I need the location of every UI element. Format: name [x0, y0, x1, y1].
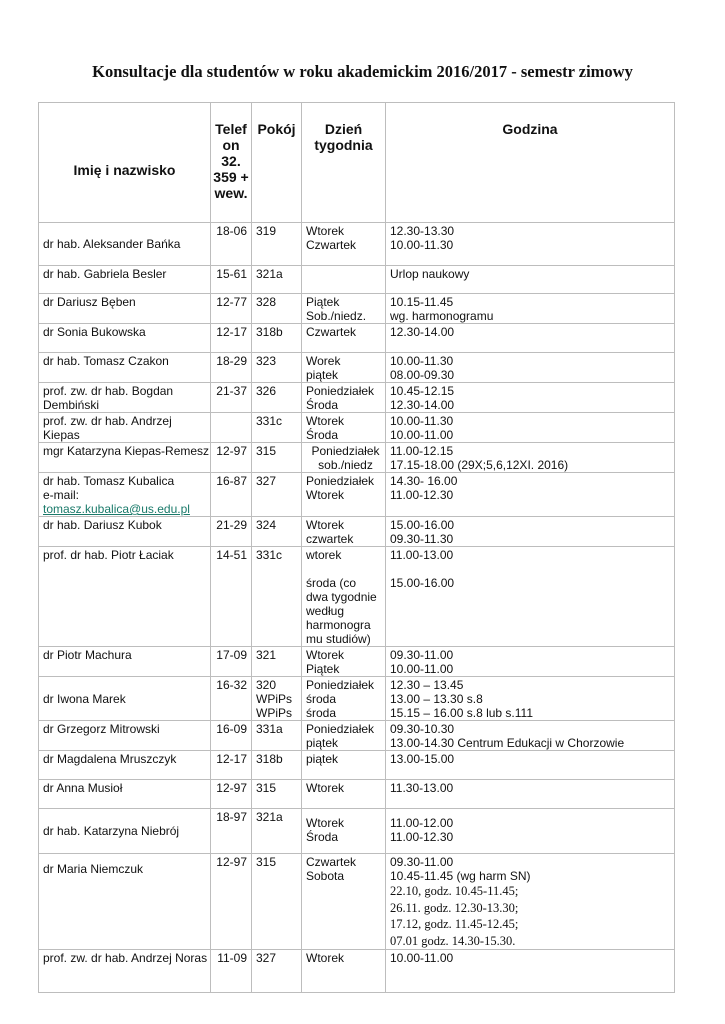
- table-row: [39, 517, 675, 547]
- cell-name: dr Anna Musioł: [39, 780, 211, 809]
- hour-line: 09.30-11.30: [390, 532, 454, 546]
- table-row: [39, 950, 675, 993]
- cell-hours: [386, 473, 675, 517]
- cell-room: 315: [252, 854, 302, 950]
- cell-name: mgr Katarzyna Kiepas-Remesz: [39, 443, 211, 473]
- hour-line: 09.30-11.00: [390, 648, 454, 662]
- header-name: Imię i nazwisko: [39, 103, 211, 223]
- table-row: [39, 266, 675, 294]
- cell-phone: 12-97: [211, 854, 252, 950]
- cell-name: prof. zw. dr hab. Andrzej Noras: [39, 950, 211, 993]
- day-line: Czwartek: [306, 238, 357, 252]
- table-row: [39, 751, 675, 780]
- table-row: [39, 647, 675, 677]
- cell-hours: [386, 751, 675, 780]
- hour-line: wg. harmonogramu: [390, 309, 494, 323]
- cell-room: 324: [252, 517, 302, 547]
- cell-phone: 12-97: [211, 780, 252, 809]
- hour-line: 13.00-15.00: [390, 752, 455, 766]
- day-line: Sobota: [306, 869, 345, 883]
- cell-phone: 18-06: [211, 223, 252, 266]
- day-line: Wtorek: [306, 488, 345, 502]
- cell-day: [302, 383, 386, 413]
- cell-room: 315: [252, 443, 302, 473]
- day-line: sob./niedz: [318, 458, 373, 472]
- day-line: Worek: [306, 354, 341, 368]
- consultation-table: [38, 102, 675, 993]
- cell-hours: [386, 353, 675, 383]
- cell-day: [302, 294, 386, 324]
- cell-day: [302, 517, 386, 547]
- hour-line: 12.30-13.30: [390, 224, 455, 238]
- hour-line: 09.30-10.30: [390, 722, 455, 736]
- cell-room: 327: [252, 950, 302, 993]
- day-line: Wtorek: [306, 781, 345, 795]
- table-row: [39, 547, 675, 647]
- table-row: [39, 721, 675, 751]
- hour-line: 15.00-16.00: [390, 518, 455, 532]
- cell-name: prof. dr hab. Piotr Łaciak: [39, 547, 211, 647]
- cell-hours: [386, 677, 675, 721]
- email-link[interactable]: tomasz.kubalica@us.edu.pl: [43, 502, 190, 516]
- cell-name: dr hab. Aleksander Bańka: [39, 223, 211, 266]
- cell-room: 328: [252, 294, 302, 324]
- hour-line: 26.11. godz. 12.30-13.30;: [390, 900, 519, 915]
- cell-hours: [386, 950, 675, 993]
- hour-line: Urlop naukowy: [390, 267, 470, 281]
- hour-line: 14.30- 16.00: [390, 474, 458, 488]
- hour-line: 10.00-11.00: [390, 662, 454, 676]
- day-line: Poniedziałek: [306, 722, 375, 736]
- table-row: [39, 473, 675, 517]
- cell-hours: [386, 413, 675, 443]
- hour-line: 08.00-09.30: [390, 368, 455, 382]
- table-row: [39, 780, 675, 809]
- room-line: WPiPs: [256, 706, 292, 720]
- cell-day: [302, 950, 386, 993]
- day-line: Piątek: [306, 662, 340, 676]
- cell-room: 321a: [252, 266, 302, 294]
- day-line: Wtorek: [306, 951, 345, 965]
- table-row: [39, 413, 675, 443]
- cell-day: [302, 547, 386, 647]
- day-line: piątek: [306, 736, 339, 750]
- hour-line: 12.30-14.00: [390, 398, 455, 412]
- cell-phone: 12-17: [211, 751, 252, 780]
- cell-room: 327: [252, 473, 302, 517]
- cell-name: dr Magdalena Mruszczyk: [39, 751, 211, 780]
- cell-hours: [386, 780, 675, 809]
- cell-room: 315: [252, 780, 302, 809]
- cell-day: [302, 223, 386, 266]
- cell-phone: 21-37: [211, 383, 252, 413]
- hour-line: 12.30 – 13.45: [390, 678, 464, 692]
- day-line: wtorek: [306, 548, 342, 562]
- day-line: piątek: [306, 752, 339, 766]
- table-row: [39, 443, 675, 473]
- table-row: [39, 809, 675, 854]
- cell-phone: 16-32: [211, 677, 252, 721]
- cell-day: [302, 809, 386, 854]
- day-line: środa (co dwa tygodnie według harmonogra mu studiów): [306, 576, 377, 646]
- table-row: [39, 223, 675, 266]
- day-line: Czwartek: [306, 855, 357, 869]
- hour-line: 12.30-14.00: [390, 325, 455, 339]
- cell-phone: 12-17: [211, 324, 252, 353]
- cell-day: [302, 647, 386, 677]
- cell-day: [302, 751, 386, 780]
- cell-phone: 12-97: [211, 443, 252, 473]
- cell-day: [302, 677, 386, 721]
- day-line: Wtorek: [306, 224, 345, 238]
- day-line: środa: [306, 706, 337, 720]
- hour-line: 11.00-12.30: [390, 830, 454, 844]
- cell-phone: 17-09: [211, 647, 252, 677]
- cell-phone: 12-77: [211, 294, 252, 324]
- cell-name: dr Maria Niemczuk: [39, 854, 211, 950]
- table-row: [39, 324, 675, 353]
- hour-line: 22.10, godz. 10.45-11.45;: [390, 884, 519, 898]
- cell-name: prof. zw. dr hab. Bogdan Dembiński: [39, 383, 211, 413]
- cell-hours: [386, 721, 675, 751]
- hour-line: 10.15-11.45: [390, 295, 454, 309]
- cell-phone: 15-61: [211, 266, 252, 294]
- room-line: WPiPs: [256, 692, 292, 706]
- cell-name: dr Grzegorz Mitrowski: [39, 721, 211, 751]
- hour-line: 11.00-12.15: [390, 444, 454, 458]
- cell-phone: [211, 413, 252, 443]
- cell-name: dr hab. Gabriela Besler: [39, 266, 211, 294]
- day-line: Sob./niedz.: [306, 309, 367, 323]
- cell-day: [302, 353, 386, 383]
- hour-line: 11.00-12.30: [390, 488, 454, 502]
- cell-phone: 16-09: [211, 721, 252, 751]
- cell-name: dr hab. Katarzyna Niebrój: [39, 809, 211, 854]
- cell-phone: 18-97: [211, 809, 252, 854]
- header-room: Pokój: [252, 103, 302, 223]
- page-title: Konsultacje dla studentów w roku akademickim 2016/2017 - semestr zimowy: [92, 62, 633, 81]
- cell-phone: 14-51: [211, 547, 252, 647]
- day-line: Poniedziałek: [306, 474, 375, 488]
- cell-room: 326: [252, 383, 302, 413]
- header-hours: Godzina: [386, 103, 675, 223]
- hour-line: 10.00-11.00: [390, 428, 454, 442]
- day-line: piątek: [306, 368, 339, 382]
- table-row: [39, 353, 675, 383]
- hour-line: 10.45-11.45 (wg harm SN): [390, 869, 531, 883]
- cell-room: 321: [252, 647, 302, 677]
- cell-hours: [386, 294, 675, 324]
- cell-name: dr Dariusz Bęben: [39, 294, 211, 324]
- hour-line: 10.00-11.00: [390, 951, 454, 965]
- cell-hours: [386, 517, 675, 547]
- cell-day: [302, 413, 386, 443]
- cell-day: [302, 324, 386, 353]
- table-row: [39, 383, 675, 413]
- hour-line: 07.01 godz. 14.30-15.30.: [390, 933, 516, 948]
- day-line: Poniedziałek: [306, 384, 375, 398]
- table-row: [39, 677, 675, 721]
- hour-line: 13.00-14.30 Centrum Edukacji w Chorzowie: [390, 736, 625, 750]
- hour-line: 11.30-13.00: [390, 781, 454, 795]
- hour-line: 11.00-13.00: [390, 548, 454, 562]
- cell-day: [302, 473, 386, 517]
- cell-room: 319: [252, 223, 302, 266]
- cell-day: [302, 721, 386, 751]
- cell-hours: [386, 383, 675, 413]
- cell-hours: [386, 547, 675, 647]
- day-line: Wtorek: [306, 648, 345, 662]
- cell-hours: [386, 223, 675, 266]
- cell-name: [39, 473, 211, 517]
- cell-phone: 11-09: [211, 950, 252, 993]
- hour-line: 15.15 – 16.00 s.8 lub s.111: [390, 706, 533, 720]
- cell-name: prof. zw. dr hab. Andrzej Kiepas: [39, 413, 211, 443]
- email-label: e-mail:: [43, 488, 80, 502]
- cell-name: dr Sonia Bukowska: [39, 324, 211, 353]
- day-line: Poniedziałek: [306, 678, 375, 692]
- day-line: Środa: [306, 398, 339, 412]
- hour-line: 15.00-16.00: [390, 576, 455, 590]
- cell-day: [302, 780, 386, 809]
- hour-line: 10.00-11.30: [390, 414, 454, 428]
- cell-hours: [386, 324, 675, 353]
- cell-room: 331c: [252, 547, 302, 647]
- cell-name: dr hab. Tomasz Czakon: [39, 353, 211, 383]
- cell-day: [302, 443, 386, 473]
- hour-line: 10.00-11.30: [390, 238, 454, 252]
- cell-room: 323: [252, 353, 302, 383]
- cell-room: 331a: [252, 721, 302, 751]
- cell-room: 318b: [252, 324, 302, 353]
- table-row: [39, 854, 675, 950]
- day-line: Wtorek: [306, 816, 345, 830]
- hour-line: 13.00 – 13.30 s.8: [390, 692, 483, 706]
- hour-line: 10.45-12.15: [390, 384, 455, 398]
- person-name: dr hab. Tomasz Kubalica: [43, 474, 175, 488]
- cell-day: [302, 266, 386, 294]
- day-line: Środa: [306, 428, 339, 442]
- hour-line: 09.30-11.00: [390, 855, 454, 869]
- cell-phone: 16-87: [211, 473, 252, 517]
- header-phone: Telef on 32. 359 + wew.: [211, 103, 252, 223]
- room-line: 320: [256, 678, 277, 692]
- cell-day: [302, 854, 386, 950]
- cell-name: dr Piotr Machura: [39, 647, 211, 677]
- cell-phone: 21-29: [211, 517, 252, 547]
- day-line: Poniedziałek: [311, 444, 380, 458]
- cell-hours: [386, 443, 675, 473]
- hour-line: 17.15-18.00 (29X;5,6,12XI. 2016): [390, 458, 569, 472]
- cell-room: [252, 677, 302, 721]
- cell-name: dr hab. Dariusz Kubok: [39, 517, 211, 547]
- header-day: Dzień tygodnia: [302, 103, 386, 223]
- cell-phone: 18-29: [211, 353, 252, 383]
- cell-room: 331c: [252, 413, 302, 443]
- hour-line: 17.12, godz. 11.45-12.45;: [390, 917, 519, 931]
- day-line: Piątek: [306, 295, 340, 309]
- cell-room: 321a: [252, 809, 302, 854]
- cell-hours: [386, 854, 675, 950]
- cell-hours: [386, 647, 675, 677]
- hour-line: 11.00-12.00: [390, 816, 454, 830]
- day-line: Wtorek: [306, 518, 345, 532]
- day-line: Czwartek: [306, 325, 357, 339]
- day-line: Środa: [306, 830, 339, 844]
- cell-hours: [386, 266, 675, 294]
- cell-room: 318b: [252, 751, 302, 780]
- header-row: [39, 103, 675, 223]
- hour-line: 10.00-11.30: [390, 354, 454, 368]
- day-line: Wtorek: [306, 414, 345, 428]
- cell-hours: [386, 809, 675, 854]
- table-row: [39, 294, 675, 324]
- day-line: środa: [306, 692, 337, 706]
- day-line: czwartek: [306, 532, 354, 546]
- cell-name: dr Iwona Marek: [39, 677, 211, 721]
